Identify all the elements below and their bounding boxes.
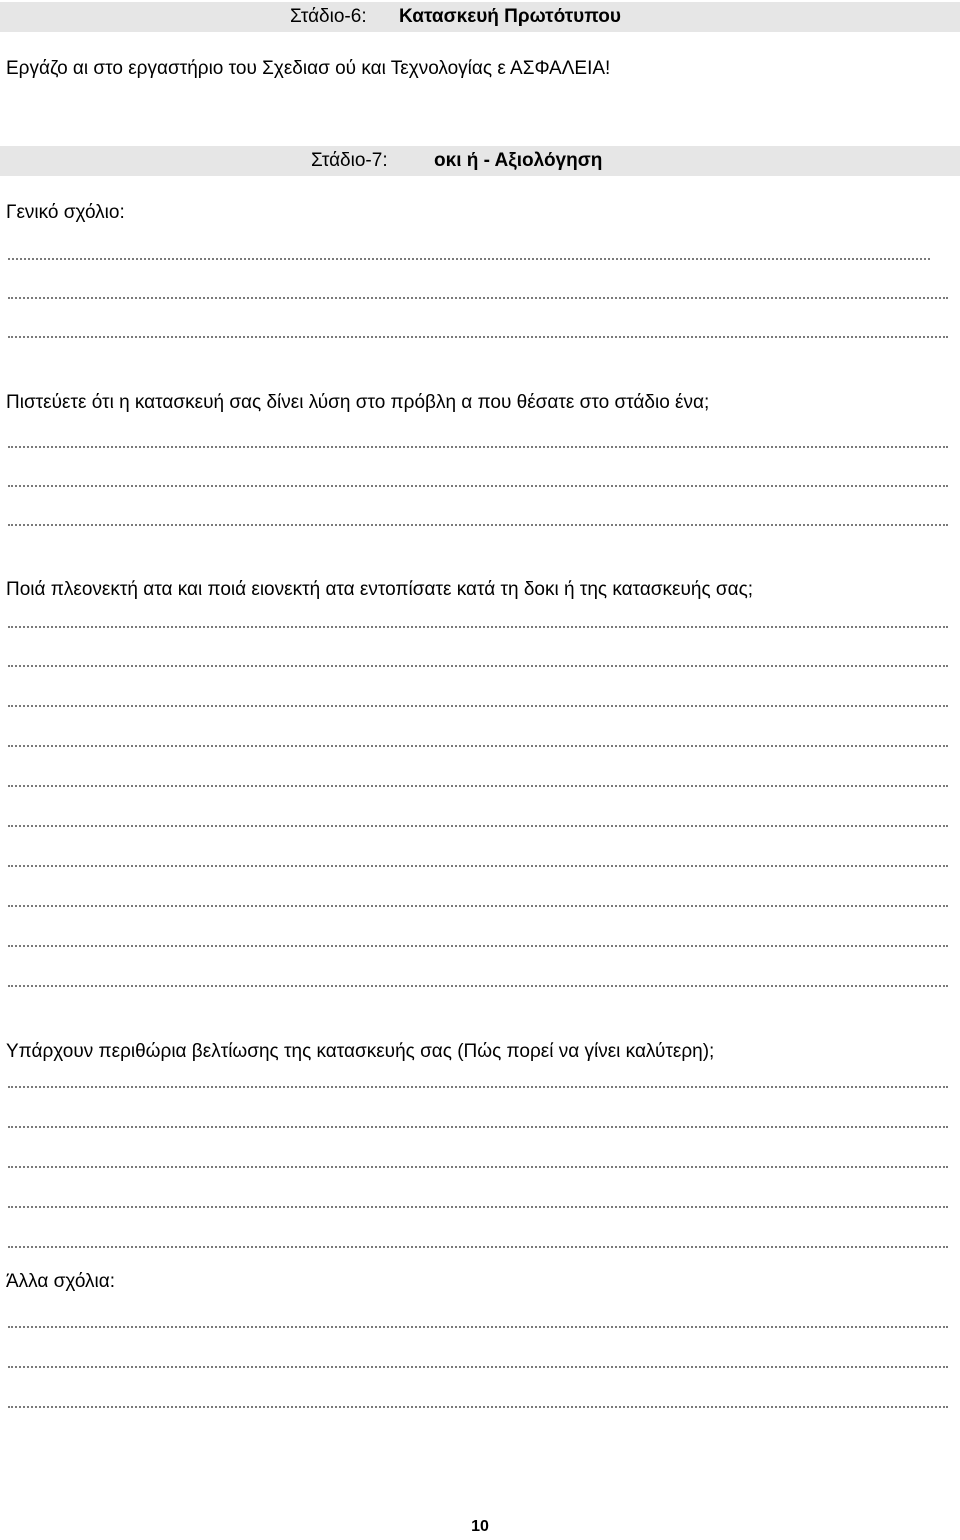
answer-line[interactable] <box>8 626 948 628</box>
stage6-title: Κατασκευή Πρωτότυπου <box>399 6 621 27</box>
answer-line[interactable] <box>8 1126 948 1128</box>
answer-line[interactable] <box>8 985 948 987</box>
question-improvements: Υπάρχουν περιθώρια βελτίωσης της κατασκευής σας (Πώς πορεί να γίνει καλύτερη); <box>6 1041 715 1062</box>
answer-line[interactable] <box>8 1246 948 1248</box>
answer-line[interactable] <box>8 258 930 260</box>
page-number: 10 <box>471 1518 489 1535</box>
answer-line[interactable] <box>8 745 948 747</box>
question-pros-cons: Ποιά πλεονεκτή ατα και ποιά ειονεκτή ατα εντοπίσατε κατά τη δοκι ή της κατασκευής σας; <box>6 579 754 600</box>
answer-line[interactable] <box>8 297 948 299</box>
other-comments-label: Άλλα σχόλια: <box>6 1271 116 1292</box>
answer-line[interactable] <box>8 1326 948 1328</box>
answer-line[interactable] <box>8 785 948 787</box>
answer-line[interactable] <box>8 905 948 907</box>
stage6-label: Στάδιο-6: <box>290 6 367 27</box>
answer-line[interactable] <box>8 1086 948 1088</box>
answer-line[interactable] <box>8 336 948 338</box>
general-comment-label: Γενικό σχόλιο: <box>6 202 125 223</box>
question-solves-problem: Πιστεύετε ότι η κατασκευή σας δίνει λύση στο πρόβλη α που θέσατε στο στάδιο ένα; <box>6 392 710 413</box>
answer-line[interactable] <box>8 1206 948 1208</box>
answer-line[interactable] <box>8 524 948 526</box>
stage7-title: οκι ή - Αξιολόγηση <box>434 150 603 171</box>
answer-line[interactable] <box>8 865 948 867</box>
answer-line[interactable] <box>8 665 948 667</box>
answer-line[interactable] <box>8 705 948 707</box>
answer-line[interactable] <box>8 485 948 487</box>
answer-line[interactable] <box>8 1166 948 1168</box>
answer-line[interactable] <box>8 446 948 448</box>
stage6-instruction: Εργάζο αι στο εργαστήριο του Σχεδιασ ού και Τεχνολογίας ε ΑΣΦΑΛΕΙΑ! <box>6 58 611 79</box>
answer-line[interactable] <box>8 945 948 947</box>
stage6-header <box>0 2 960 32</box>
answer-line[interactable] <box>8 825 948 827</box>
answer-line[interactable] <box>8 1366 948 1368</box>
stage7-header <box>0 146 960 176</box>
stage7-label: Στάδιο-7: <box>311 150 388 171</box>
answer-line[interactable] <box>8 1406 948 1408</box>
